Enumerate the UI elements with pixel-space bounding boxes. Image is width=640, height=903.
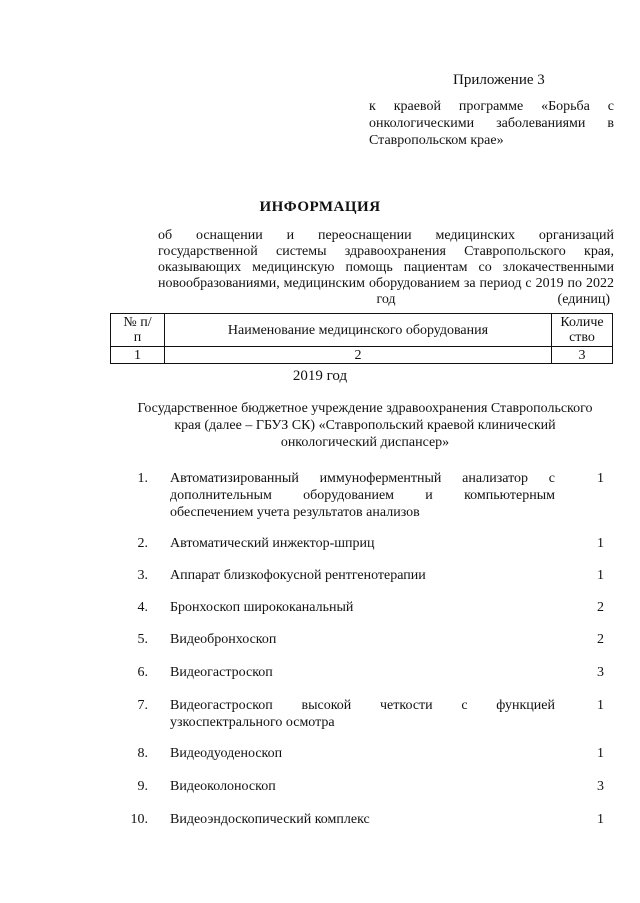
item-number: 1. — [137, 471, 148, 486]
item-name: Аппарат близкофокусной рентгенотерапии — [170, 568, 426, 583]
item-name: Автоматизированный иммуноферментный анализатор с дополнительным оборудованием и компьютерным обеспечением учета результатов анализов — [170, 471, 555, 520]
item-quantity: 1 — [597, 698, 604, 713]
item-quantity: 1 — [597, 812, 604, 827]
item-name: Видеоэндоскопический комплекс — [170, 812, 370, 827]
item-name: Видеоколоноскоп — [170, 779, 276, 794]
item-name: Видеогастроскоп высокой четкости с функцией узкоспектрального осмотра — [170, 698, 555, 730]
item-number: 7. — [137, 698, 148, 713]
item-name: Автоматический инжектор-шприц — [170, 536, 375, 551]
document-description: об оснащении и переоснащении медицинских организаций государственной системы здравоохранения Ставропольского края, оказывающих медицинскую помощь пациентам со злокачественными новообразованиями, медицинским оборудованием за период с 2019 по 2022 год — [158, 228, 614, 307]
item-name: Видеодуоденоскоп — [170, 746, 283, 761]
appendix-subtitle — [369, 98, 614, 149]
item-name: Бронхоскоп ширококанальный — [170, 600, 354, 615]
item-number: 5. — [137, 632, 148, 647]
col-number-header — [111, 314, 165, 347]
item-number: 2. — [137, 536, 148, 551]
col-quantity-header-text: Количество — [560, 315, 604, 345]
header-table — [110, 313, 613, 364]
col-number-index: 1 — [111, 347, 165, 364]
item-number: 8. — [137, 746, 148, 761]
col-quantity-index: 3 — [552, 347, 613, 364]
col-number-header-text: № п/п — [123, 315, 152, 345]
item-name: Видеогастроскоп — [170, 665, 273, 680]
units-label: (единиц) — [557, 292, 610, 307]
header-row — [111, 314, 613, 347]
item-number: 9. — [137, 779, 148, 794]
item-quantity: 2 — [597, 600, 604, 615]
item-quantity: 3 — [597, 779, 604, 794]
organization-name: Государственное бюджетное учреждение здравоохранения Ставропольского края (далее – ГБУЗ СК) «Ставропольский краевой клинический онкологический диспансер» — [137, 401, 593, 450]
item-quantity: 1 — [597, 746, 604, 761]
item-number: 4. — [137, 600, 148, 615]
col-name-header: Наименование медицинского оборудования — [165, 314, 552, 347]
item-name: Видеобронхоскоп — [170, 632, 277, 647]
appendix-title: Приложение 3 — [453, 72, 545, 88]
item-number: 6. — [137, 665, 148, 680]
item-number: 3. — [137, 568, 148, 583]
item-number: 10. — [130, 812, 148, 827]
section-year: 2019 год — [292, 368, 348, 384]
item-quantity: 1 — [597, 536, 604, 551]
item-quantity: 1 — [597, 471, 604, 486]
appendix-subtitle-text: к краевой программе «Борьба с онкологическими заболеваниями в Ставропольском крае» — [369, 99, 614, 148]
document-title: ИНФОРМАЦИЯ — [259, 199, 381, 215]
item-quantity: 2 — [597, 632, 604, 647]
col-quantity-header — [552, 314, 613, 347]
item-quantity: 1 — [597, 568, 604, 583]
item-quantity: 3 — [597, 665, 604, 680]
column-number-row — [111, 347, 613, 364]
col-name-index: 2 — [165, 347, 552, 364]
